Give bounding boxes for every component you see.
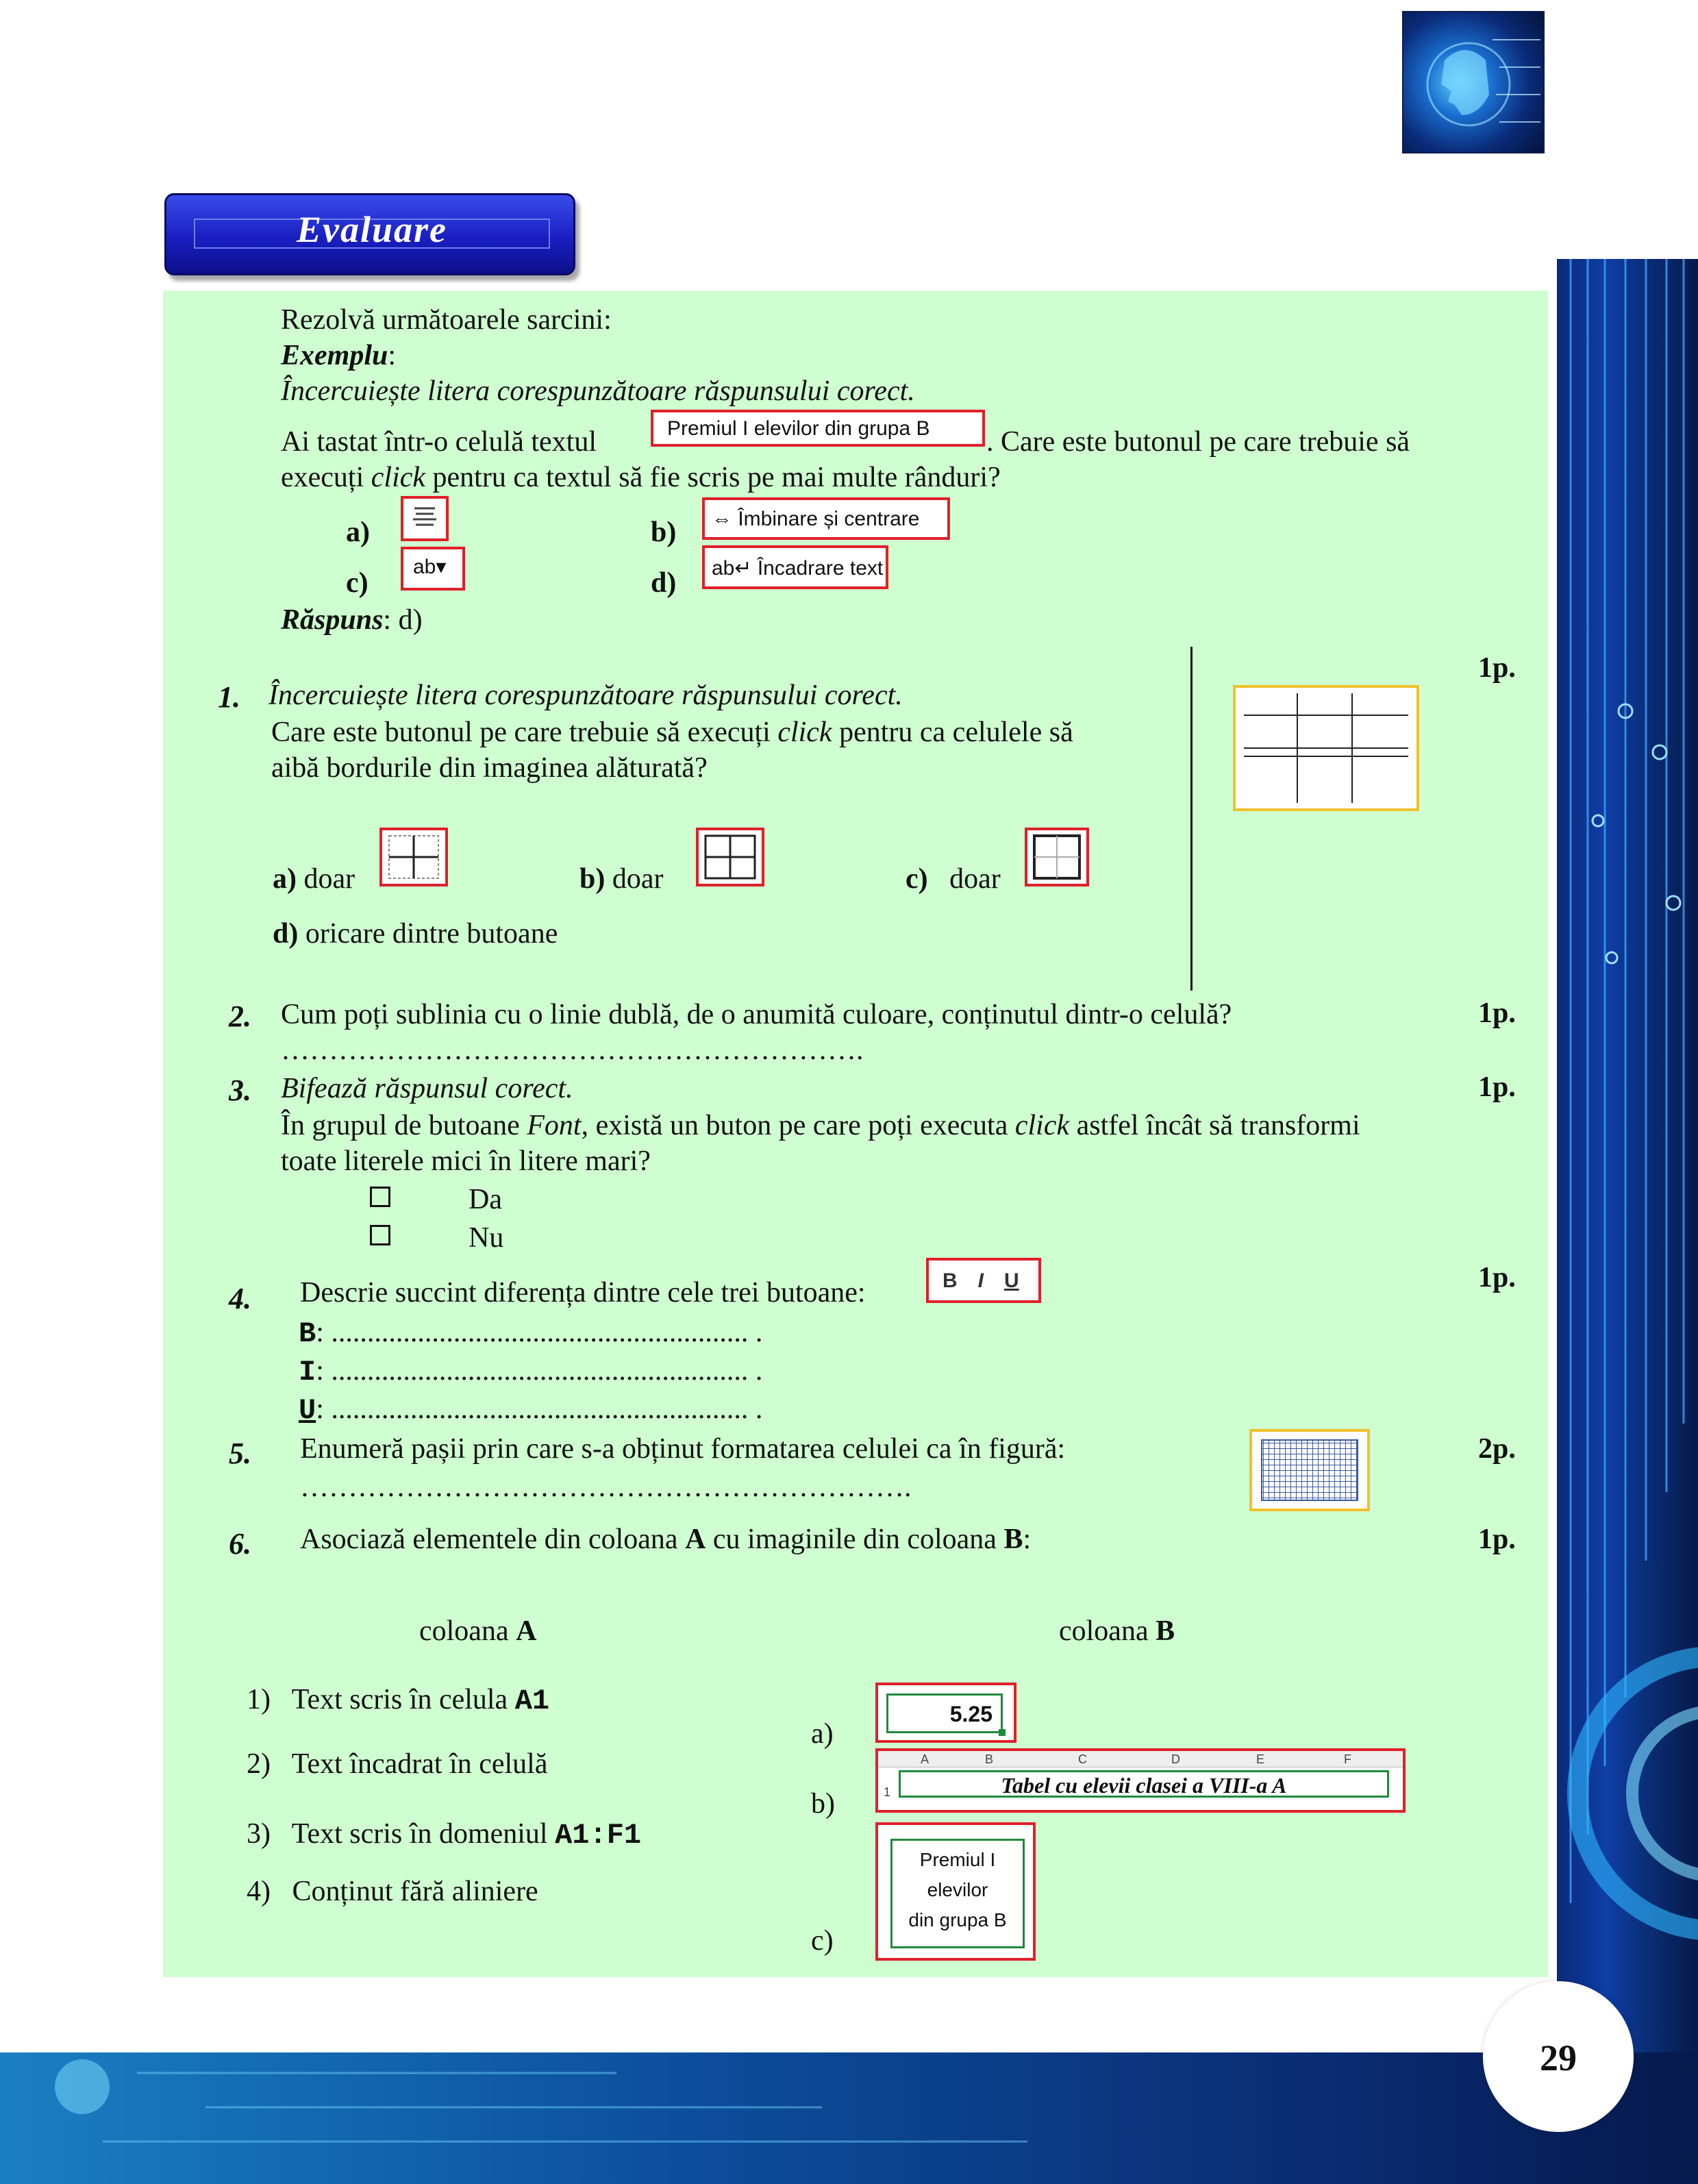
q3-points: 1p. — [1478, 1071, 1516, 1103]
cell-text-image: Premiul I elevilor din grupa B — [651, 410, 985, 447]
q1-text: Care este butonul pe care trebuie să execuți — [271, 717, 778, 748]
example-option-a: a) — [346, 517, 370, 548]
bold-button: B — [942, 1269, 958, 1292]
image-c-wrapped-cell — [875, 1822, 1036, 1961]
answer-value: : d) — [383, 604, 423, 636]
column-b-letter: B — [1156, 1615, 1175, 1647]
q1-points: 1p. — [1478, 652, 1516, 684]
column-b-label-c: c) — [811, 1925, 834, 1957]
section-banner — [164, 193, 575, 275]
q1-task: Încercuiește litera corespunzătoare răspunsului corect. — [269, 680, 903, 711]
image-b-merged-cell — [875, 1748, 1406, 1813]
example-option-d: d) — [651, 567, 677, 599]
column-b-title-text: coloana — [1059, 1615, 1156, 1647]
q6-number: 6. — [229, 1527, 251, 1561]
q1-option-d-text: oricare dintre butoane — [305, 918, 558, 950]
col-header-d: D — [1171, 1752, 1180, 1766]
q3-click-word: click — [1014, 1110, 1070, 1141]
q3-text: În grupul de butoane — [281, 1110, 527, 1141]
question-text: execuți — [281, 462, 371, 493]
q4-line-i — [299, 1354, 762, 1389]
q1-option-d — [273, 917, 558, 951]
q3-option-yes: Da — [469, 1184, 502, 1215]
example-option-c: c) — [346, 567, 369, 599]
column-a-item-3 — [247, 1817, 641, 1852]
example-question-part2: . Care este butonul pe care trebuie să — [986, 426, 1410, 458]
q1-click-word: click — [777, 717, 832, 748]
checkbox-yes[interactable] — [370, 1187, 390, 1207]
orientation-icon: ab▾ — [401, 547, 465, 591]
italic-button: I — [977, 1269, 984, 1292]
merge-center-label: Îmbinare și centrare — [738, 508, 920, 530]
column-a-title — [419, 1614, 536, 1648]
wrap-text-label: Încadrare text — [757, 557, 884, 580]
q6-text-b: cu imaginile din coloana — [706, 1524, 1004, 1555]
q1-option-b — [579, 862, 664, 896]
q1-option-a — [273, 862, 355, 896]
answer-row — [281, 603, 423, 637]
column-b-label-a: a) — [811, 1718, 834, 1750]
border-inside-button — [379, 828, 448, 886]
instruction-text: Rezolvă următoarele sarcini: — [281, 304, 612, 336]
q1-text-rest: pentru ca celulele să — [832, 717, 1073, 748]
q3-number: 3. — [229, 1074, 251, 1107]
q4-line-u — [299, 1392, 762, 1428]
item-text: Text încadrat în celulă — [291, 1748, 548, 1780]
item-code: A1 — [514, 1685, 550, 1717]
image-a-value: 5.25 — [886, 1693, 1003, 1733]
q3-text-end: astfel încât să transformi — [1069, 1110, 1360, 1141]
example-label: Exemplu — [281, 340, 388, 371]
item-text: Conținut fără aliniere — [292, 1876, 538, 1907]
item-number: 2) — [247, 1748, 271, 1780]
q3-option-no: Nu — [469, 1222, 504, 1254]
q1-option-c-text: doar — [949, 863, 1001, 895]
q1-option-d-letter: d) — [273, 918, 299, 950]
example-option-b: b) — [651, 517, 677, 548]
q5-points: 2p. — [1478, 1433, 1516, 1465]
example-question-part1: Ai tastat într-o celulă textul — [281, 426, 597, 458]
bold-italic-underline-buttons — [926, 1258, 1041, 1303]
merge-center-button — [702, 497, 950, 540]
image-c-line-2: elevilor — [927, 1879, 988, 1900]
q1-question-line1 — [271, 715, 1073, 749]
page-number-badge — [1483, 1981, 1634, 2132]
all-borders-button — [696, 828, 764, 886]
example-question-line2 — [281, 460, 1001, 495]
q4-text: Descrie succint diferența dintre cele trei butoane: — [300, 1277, 866, 1308]
q2-points: 1p. — [1478, 997, 1516, 1029]
wrap-text-icon: ab↵ — [712, 557, 758, 580]
item-number: 1) — [247, 1684, 271, 1715]
column-b-label-b: b) — [811, 1788, 835, 1820]
q2-text: Cum poți sublinia cu o linie dublă, de o anumită culoare, conținutul dintr-o celulă? — [281, 999, 1232, 1030]
q1-question-line2: aibă bordurile din imaginea alăturată? — [271, 752, 708, 784]
image-a-cell — [875, 1683, 1016, 1743]
item-number: 4) — [247, 1876, 271, 1907]
right-circuit-decoration — [1557, 259, 1698, 2184]
example-label-row — [281, 338, 396, 373]
col-header-c: C — [1078, 1752, 1087, 1766]
wrap-lines-icon — [401, 496, 449, 541]
q1-option-b-letter: b) — [579, 863, 605, 895]
col-header-e: E — [1256, 1752, 1265, 1766]
q4-line-b — [299, 1315, 762, 1351]
q2-answer-dots: ……………………………………………………. — [281, 1034, 864, 1066]
q6-column-b-ref: B — [1003, 1524, 1023, 1555]
q4-points: 1p. — [1478, 1262, 1516, 1293]
q4-line-b-label: B — [299, 1317, 316, 1350]
click-word: click — [371, 462, 426, 493]
q3-question-line1 — [281, 1108, 1360, 1143]
q4-line-u-dots: : .......................................................... . — [316, 1393, 763, 1425]
item-number: 3) — [247, 1818, 271, 1850]
q2-number: 2. — [229, 1000, 251, 1033]
q3-question-line2: toate literele mici în litere mari? — [281, 1145, 651, 1177]
column-a-item-4 — [247, 1874, 538, 1909]
q1-option-a-letter: a) — [273, 863, 297, 895]
item-text: Text scris în celula — [291, 1684, 515, 1715]
wrap-text-button — [702, 545, 888, 589]
merge-center-icon: ⇔ — [712, 508, 738, 530]
item-code: A1:F1 — [555, 1819, 642, 1852]
outside-borders-button — [1025, 828, 1089, 886]
checkbox-no[interactable] — [370, 1225, 390, 1245]
q5-patterned-cell-image — [1249, 1429, 1370, 1511]
q4-number: 4. — [229, 1282, 251, 1315]
column-a-item-1 — [247, 1683, 549, 1718]
q6-text — [300, 1522, 1031, 1556]
bottom-decoration-band — [0, 2052, 1698, 2184]
q1-option-c-letter: c) — [906, 863, 928, 895]
q1-divider — [1190, 647, 1193, 991]
q3-font-word: Font — [527, 1110, 582, 1141]
q1-option-c — [906, 862, 1001, 896]
q4-line-i-dots: : .......................................................... . — [316, 1355, 763, 1387]
column-a-item-2 — [247, 1747, 547, 1781]
q1-option-a-text: doar — [303, 863, 355, 895]
header-logo-image — [1402, 11, 1545, 153]
row-header-1: 1 — [884, 1785, 891, 1799]
q1-option-b-text: doar — [612, 863, 664, 895]
q6-text-c: : — [1023, 1524, 1032, 1555]
q4-line-u-label: U — [299, 1394, 316, 1427]
column-b-title — [1059, 1614, 1175, 1648]
q1-borders-image — [1233, 685, 1419, 811]
section-title: Evaluare — [296, 209, 447, 250]
q5-number: 5. — [229, 1437, 251, 1470]
image-b-text: Tabel cu elevii clasei a VIII-a A — [899, 1770, 1389, 1798]
q1-number: 1. — [218, 680, 240, 714]
example-task: Încercuiește litera corespunzătoare răspunsului corect. — [281, 375, 915, 407]
q5-text: Enumeră pașii prin care s-a obținut formatarea celulei ca în figură: — [300, 1433, 1066, 1465]
item-text: Text scris în domeniul — [291, 1818, 555, 1850]
image-c-line-1: Premiul I — [919, 1849, 996, 1870]
column-a-title-text: coloana — [419, 1615, 516, 1647]
col-header-f: F — [1344, 1752, 1351, 1766]
image-c-text — [890, 1839, 1025, 1948]
q4-line-b-dots: : .......................................................... . — [316, 1317, 763, 1348]
q3-task: Bifează răspunsul corect. — [281, 1073, 573, 1104]
example-colon: : — [388, 340, 397, 371]
q3-text-mid: , există un buton pe care poți executa — [581, 1110, 1015, 1141]
q6-points: 1p. — [1478, 1524, 1516, 1555]
question-text-rest: pentru ca textul să fie scris pe mai multe rânduri? — [425, 462, 1001, 493]
col-header-b: B — [985, 1752, 994, 1766]
col-header-a: A — [921, 1752, 929, 1766]
q6-text-a: Asociază elementele din coloana — [300, 1524, 686, 1555]
q4-line-i-label: I — [299, 1356, 316, 1389]
underline-button: U — [1004, 1269, 1019, 1292]
q6-column-a-ref: A — [685, 1524, 706, 1555]
column-a-letter: A — [516, 1615, 537, 1647]
image-b-column-headers — [878, 1751, 1403, 1767]
fill-handle — [999, 1729, 1006, 1736]
page-number: 29 — [1540, 2037, 1577, 2078]
q5-answer-dots: ………………………………………………………. — [300, 1472, 912, 1503]
image-c-line-3: din grupa B — [908, 1909, 1007, 1931]
answer-label: Răspuns — [281, 604, 384, 636]
